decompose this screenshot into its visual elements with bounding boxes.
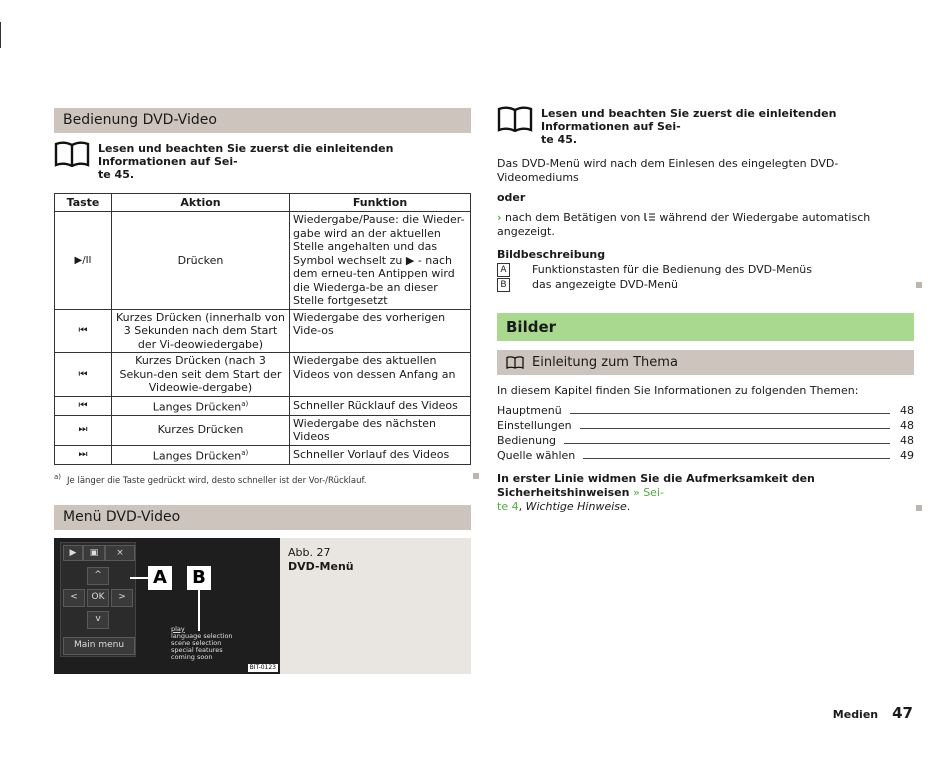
figure-number: Abb. 27 [288, 545, 331, 559]
toc-entry[interactable] [497, 448, 914, 463]
table-footnote [54, 473, 471, 486]
toc-page: 48 [900, 404, 914, 417]
read-first-text: Lesen und beachten Sie zuerst die einleitenden Informationen auf Sei- te 45. [541, 107, 837, 146]
key-next-icon: ⏭ [55, 445, 112, 464]
safety-italic-text: Wichtige Hinweise [525, 500, 627, 513]
intro-text: In diesem Kapitel finden Sie Informationen zu folgenden Themen: [497, 384, 859, 397]
table-row [55, 415, 471, 445]
play-icon: ▶ [63, 545, 83, 561]
action-text: Langes Drücken [152, 400, 242, 414]
toc-page: 48 [900, 434, 914, 447]
bullet-arrow-icon: › [497, 211, 502, 224]
end-square-icon [916, 505, 922, 511]
open-book-icon [497, 106, 533, 132]
paragraph-oder: oder [497, 191, 526, 204]
menu-item-language: language selection [171, 631, 233, 640]
toc-page: 48 [900, 419, 914, 432]
toc-entry[interactable] [497, 403, 914, 418]
arrow-right-icon: > [111, 589, 133, 607]
text-part-b: während der Wiedergabe automatisch angezeigt. [497, 211, 871, 238]
read-first-note [54, 141, 471, 181]
table-row [55, 353, 471, 397]
callout-b: B [187, 566, 211, 590]
table-header-row [55, 194, 471, 212]
key-previous-icon: ⏮ [55, 353, 112, 397]
legend-text: Funktionstasten für die Bedienung des DVD-Menüs [532, 263, 813, 276]
read-first-note [497, 106, 914, 146]
end-square-icon [916, 282, 922, 288]
main-menu-button: Main menu [63, 637, 135, 655]
callout-lines [54, 538, 280, 674]
function-cell: Wiedergabe des vorherigen Vide-os [290, 309, 471, 353]
arrow-down-icon: v [87, 611, 109, 629]
legend-key-a: A [497, 263, 510, 277]
function-cell: Wiedergabe des aktuellen Videos von dessen Anfang an [290, 353, 471, 397]
crop-mark [0, 22, 1, 48]
open-book-icon [54, 141, 90, 167]
menu-button-icon [644, 212, 656, 222]
header-aktion: Aktion [112, 194, 290, 212]
key-previous-icon: ⏮ [55, 396, 112, 415]
toc-label: Quelle wählen [497, 449, 576, 462]
table-row [55, 309, 471, 353]
book-icon [506, 356, 524, 369]
legend-key-b: B [497, 278, 510, 292]
section-heading-dvd-video: Bedienung DVD-Video [54, 108, 471, 133]
footnote-text: Je länger die Taste gedrückt wird, desto schneller ist der Vor-/Rücklauf. [67, 475, 367, 486]
dvd-operation-table [54, 193, 471, 465]
ok-button: OK [87, 589, 109, 607]
key-next-icon: ⏭ [55, 415, 112, 445]
action-cell: Kurzes Drücken [112, 415, 290, 445]
paragraph-automatic [497, 211, 914, 239]
safety-end: . [626, 500, 631, 513]
callout-a: A [148, 566, 172, 590]
toc-label: Hauptmenü [497, 404, 562, 417]
footnote-ref: a) [241, 448, 249, 457]
legend-item [497, 262, 914, 277]
safety-page-link[interactable]: » Sei- te 4 [497, 486, 664, 513]
figure-title: DVD-Menü [288, 559, 354, 573]
action-text: Langes Drücken [152, 449, 242, 463]
header-taste: Taste [55, 194, 112, 212]
action-cell [112, 445, 290, 464]
left-column [54, 108, 471, 674]
chapter-heading-bilder: Bilder [497, 313, 914, 341]
safety-paragraph [497, 472, 914, 514]
paragraph-dvd-menu: Das DVD-Menü wird nach dem Einlesen des eingelegten DVD-Videomediums [497, 157, 839, 184]
arrow-left-icon: < [63, 589, 85, 607]
section-heading-intro [497, 350, 914, 375]
arrow-up-icon: ^ [87, 567, 109, 585]
toc-leader [580, 428, 890, 429]
key-previous-icon: ⏮ [55, 309, 112, 353]
figure-caption [280, 538, 354, 674]
fullscreen-icon: ▣ [83, 545, 105, 561]
function-cell: Schneller Vorlauf des Videos [290, 445, 471, 464]
dvd-menu-screenshot [54, 538, 280, 674]
page-footer [833, 704, 913, 722]
menu-item-play: play [171, 624, 185, 633]
text-part-a: nach dem Betätigen von [505, 211, 641, 224]
read-first-text: Lesen und beachten Sie zuerst die einleitenden Informationen auf Sei- te 45. [98, 142, 394, 181]
function-cell: Schneller Rücklauf des Videos [290, 396, 471, 415]
figure-dvd-menu [54, 538, 471, 674]
menu-item-special: special features [171, 645, 223, 654]
safety-bold-text: In erster Linie widmen Sie die Aufmerksamkeit den Sicherheitshinweisen [497, 472, 815, 499]
legend-item [497, 277, 914, 292]
menu-item-coming-soon: coming soon [171, 652, 213, 661]
table-row [55, 212, 471, 310]
toc-entry[interactable] [497, 433, 914, 448]
header-funktion: Funktion [290, 194, 471, 212]
toc-entry[interactable] [497, 418, 914, 433]
function-cell: Wiedergabe des nächsten Videos [290, 415, 471, 445]
toc-list [497, 403, 914, 463]
action-cell: Drücken [112, 212, 290, 310]
toc-label: Einstellungen [497, 419, 572, 432]
function-cell: Wiedergabe/Pause: die Wieder-gabe wird an der aktuellen Stelle angehalten und das Symbol wechselt zu ▶ - nach dem erneu-ten Antippen wird die Wiederga-be an dieser Stelle fortgesetzt [290, 212, 471, 310]
key-play-pause-icon: ▶/II [55, 212, 112, 310]
toc-label: Bedienung [497, 434, 557, 447]
end-square-icon [473, 473, 479, 479]
toc-leader [570, 413, 890, 414]
intro-heading-text: Einleitung zum Thema [532, 355, 678, 370]
toc-page: 49 [900, 449, 914, 462]
menu-item-scene: scene selection [171, 638, 222, 647]
toc-leader [564, 443, 890, 444]
close-icon: × [105, 545, 135, 561]
safety-tail: , [518, 500, 526, 513]
right-column [497, 104, 914, 514]
bildbeschreibung-heading: Bildbeschreibung [497, 248, 606, 261]
figure-code: BIT-0123 [249, 663, 276, 671]
footnote-ref: a) [241, 399, 249, 408]
footer-section: Medien [832, 708, 879, 721]
table-row [55, 396, 471, 415]
table-row [55, 445, 471, 464]
page-number: 47 [892, 704, 913, 722]
action-cell: Kurzes Drücken (nach 3 Sekun-den seit dem Start der Videowie-dergabe) [112, 353, 290, 397]
footnote-mark: a) [54, 472, 62, 481]
legend-text: das angezeigte DVD-Menü [532, 278, 679, 291]
action-cell: Kurzes Drücken (innerhalb von 3 Sekunden nach dem Start der Vi-deowiedergabe) [112, 309, 290, 353]
action-cell [112, 396, 290, 415]
section-heading-menu-dvd-video: Menü DVD-Video [54, 505, 471, 530]
toc-leader [583, 458, 890, 459]
